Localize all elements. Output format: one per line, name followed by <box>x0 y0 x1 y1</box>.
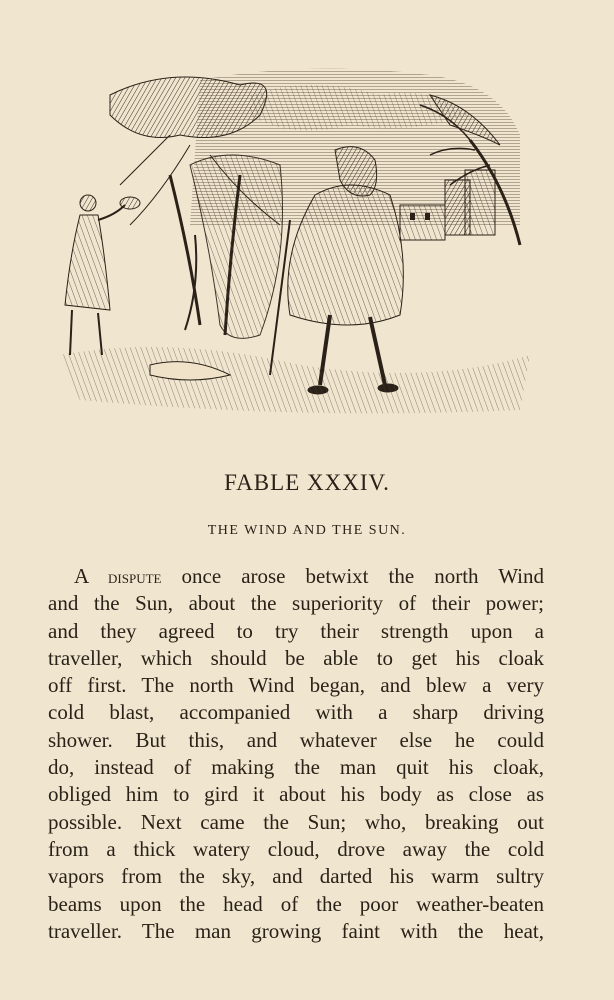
text-line: from a thick watery cloud, drove away the cold <box>48 836 544 861</box>
fable-body <box>48 563 544 945</box>
opening-word: A <box>74 564 89 588</box>
text-line <box>48 563 544 590</box>
text-line: traveller. The man growing faint with the heat, <box>48 918 544 943</box>
text-line-rest: once arose betwixt the north Wind <box>161 564 545 588</box>
wind-and-sun-engraving <box>50 55 550 425</box>
text-line: shower. But this, and whatever else he could <box>48 727 544 752</box>
text-line: traveller, which should be able to get his cloak <box>48 645 544 670</box>
text-line: and the Sun, about the superiority of their power; <box>48 591 544 616</box>
text-line: possible. Next came the Sun; who, breaking out <box>48 809 544 834</box>
opening-smallcaps: dispute <box>108 567 162 588</box>
text-line: off first. The north Wind began, and blew a very <box>48 673 544 698</box>
text-line: obliged him to gird it about his body as close as <box>48 782 544 807</box>
text-line: vapors from the sky, and darted his warm sultry <box>48 864 544 889</box>
text-line: and they agreed to try their strength upon a <box>48 618 544 643</box>
text-line: beams upon the head of the poor weather-beaten <box>48 891 544 916</box>
text-line: do, instead of making the man quit his cloak, <box>48 755 544 780</box>
boy-figure-icon <box>65 195 140 355</box>
fable-title: THE WIND AND THE SUN. <box>207 523 407 538</box>
text-line: cold blast, accompanied with a sharp driving <box>48 700 544 725</box>
fable-number: FABLE XXXIV. <box>224 470 390 495</box>
